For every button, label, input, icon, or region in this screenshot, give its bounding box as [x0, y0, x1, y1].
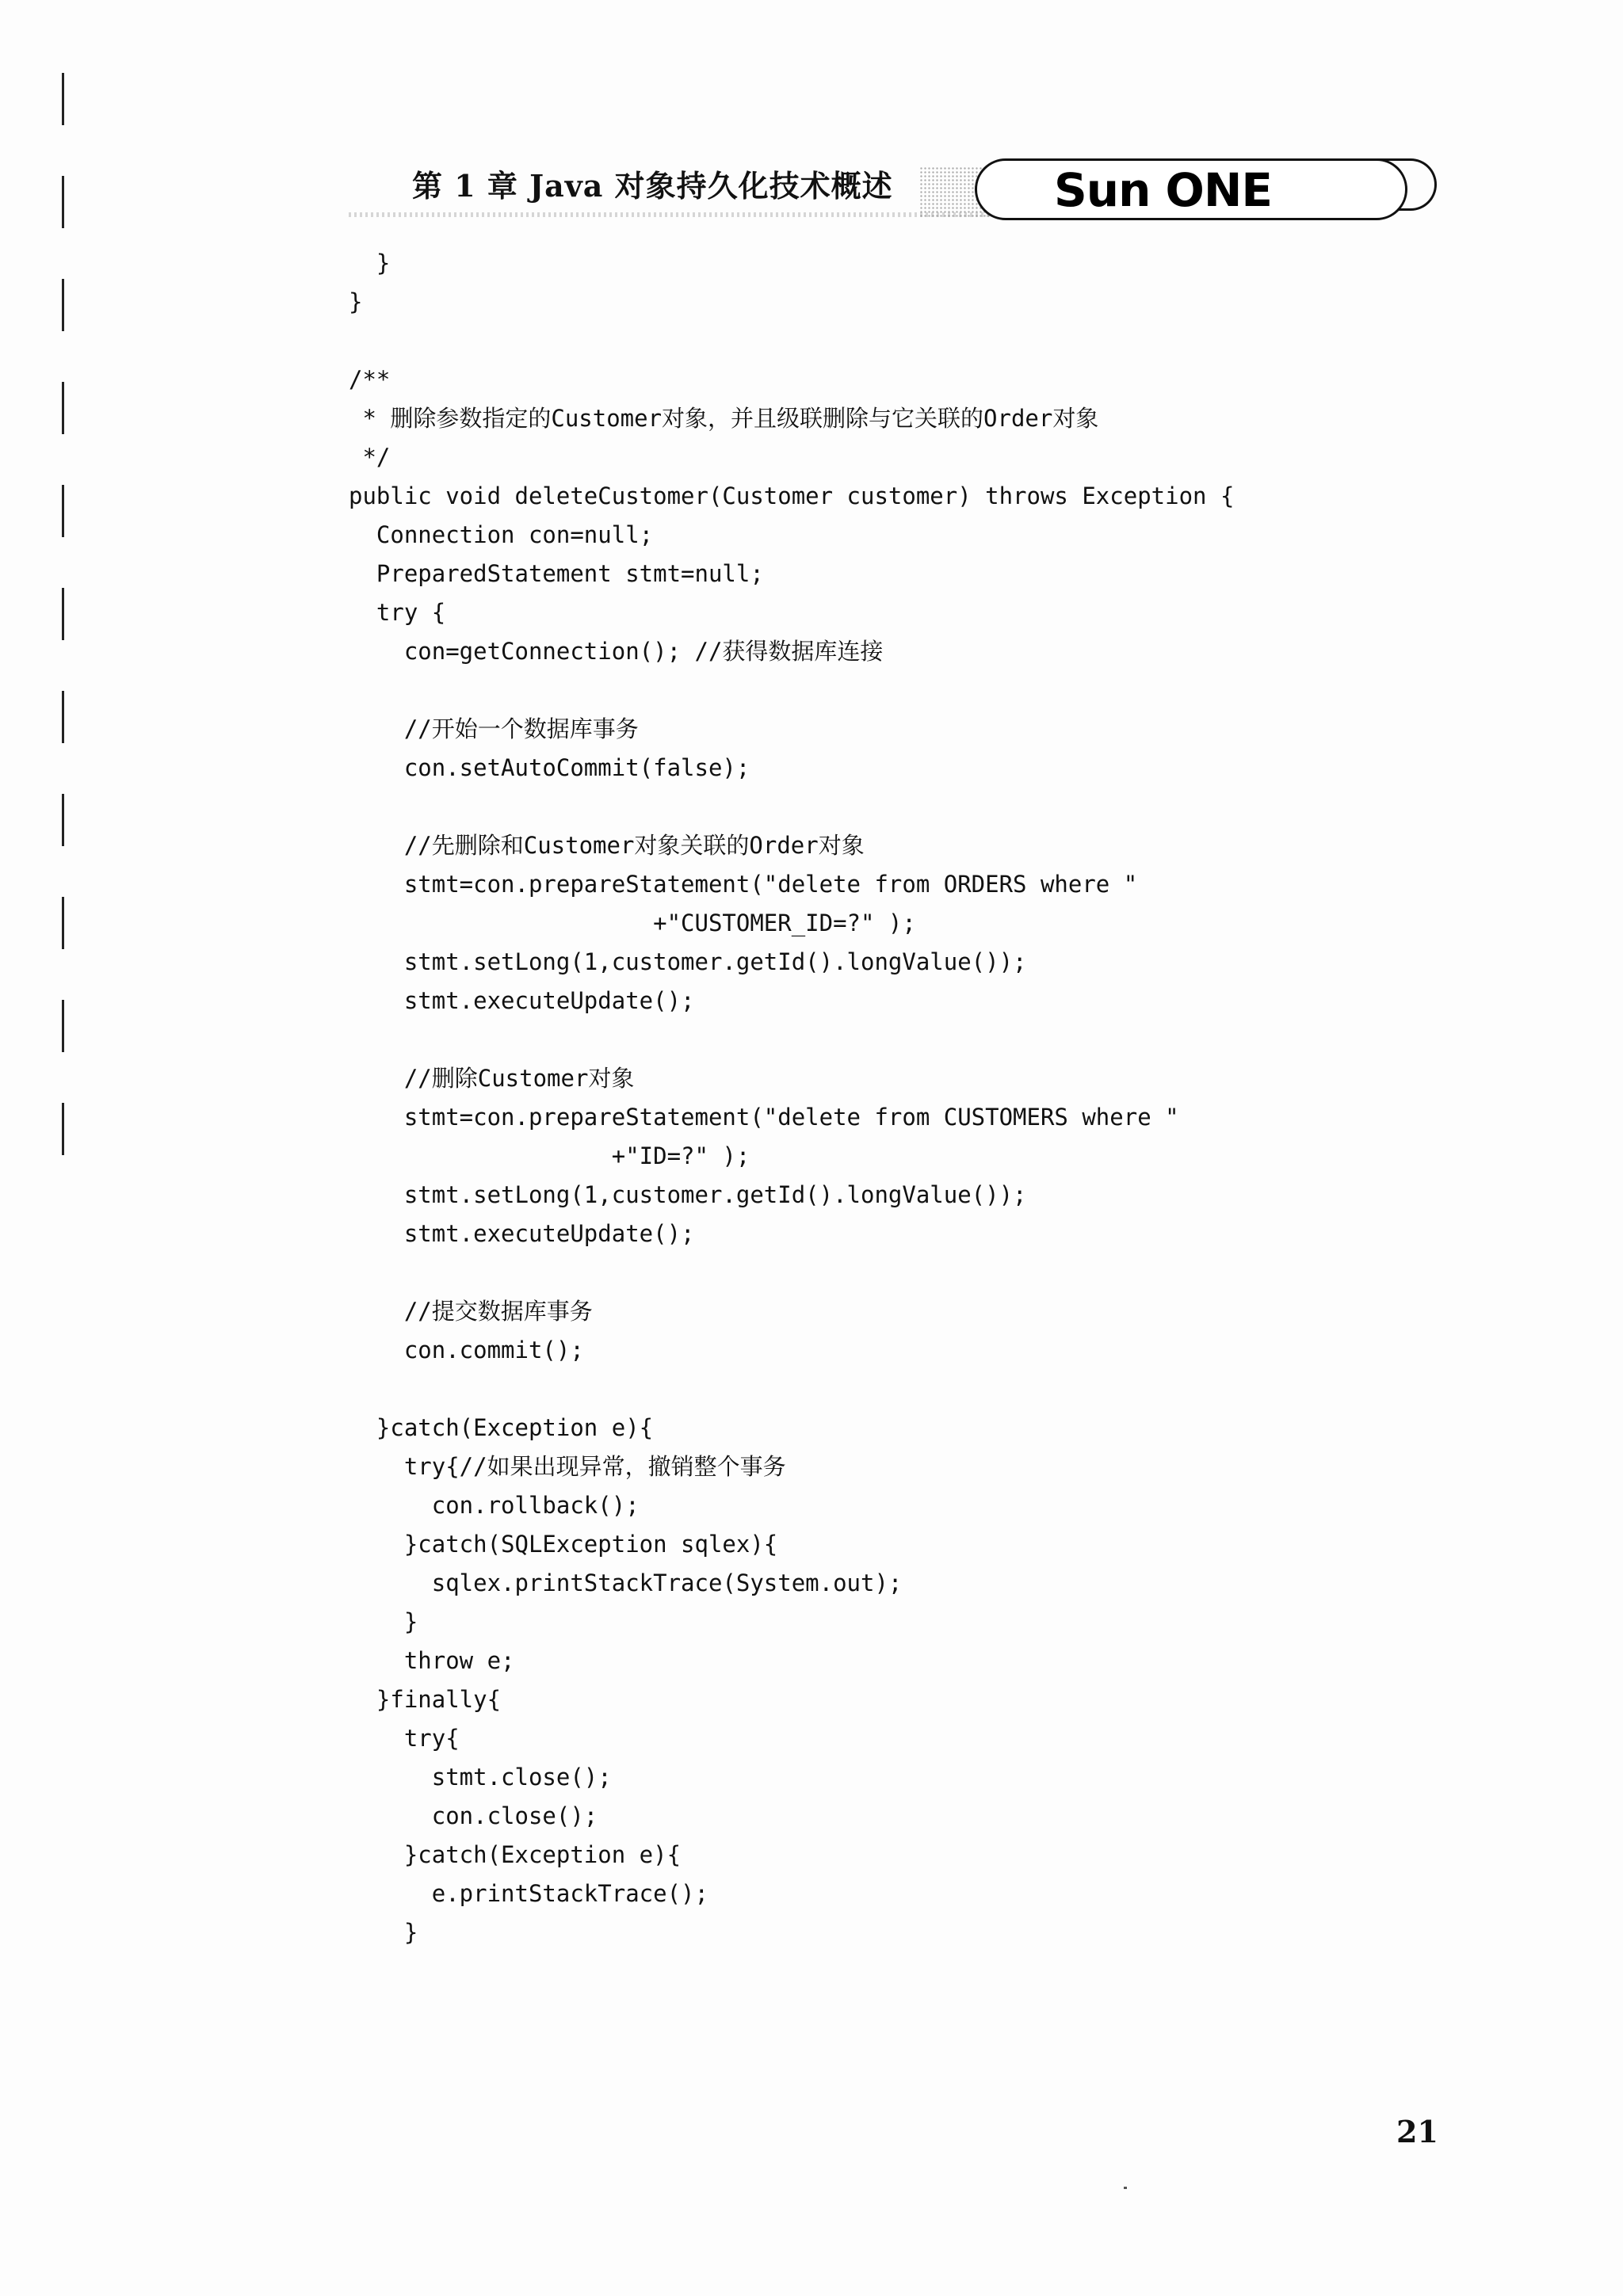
code-line: stmt.close(); [349, 1764, 612, 1791]
code-line: } [349, 288, 363, 315]
code-line: stmt=con.prepareStatement("delete from CUSTOMERS where " [349, 1104, 1179, 1131]
code-line: +"ID=?" ); [349, 1142, 750, 1169]
code-line: e.printStackTrace(); [349, 1880, 708, 1907]
code-line: //开始一个数据库事务 [349, 715, 639, 742]
code-line: stmt.setLong(1,customer.getId().longValue()); [349, 948, 1027, 975]
code-line: //提交数据库事务 [349, 1298, 593, 1325]
code-line: try{//如果出现异常，撤销整个事务 [349, 1453, 786, 1480]
code-line: } [349, 1919, 418, 1946]
code-line: stmt.executeUpdate(); [349, 987, 695, 1014]
code-line: } [349, 250, 391, 277]
code-line: stmt.executeUpdate(); [349, 1220, 695, 1247]
code-line: /** [349, 366, 391, 393]
code-line: stmt=con.prepareStatement("delete from ORDERS where " [349, 871, 1138, 898]
code-line: con.close(); [349, 1802, 598, 1829]
code-line: }catch(Exception e){ [349, 1414, 654, 1441]
code-line: con.commit(); [349, 1337, 584, 1363]
chapter-title: 第 1 章 Java 对象持久化技术概述 [412, 168, 893, 204]
code-line: con.setAutoCommit(false); [349, 754, 750, 781]
page-number: 21 [1396, 2114, 1438, 2149]
code-line: con=getConnection(); //获得数据库连接 [349, 638, 884, 665]
code-line: sqlex.printStackTrace(System.out); [349, 1569, 903, 1596]
code-line: stmt.setLong(1,customer.getId().longValue()); [349, 1181, 1027, 1208]
sun-one-logo: Sun ONE [1054, 163, 1273, 217]
code-line: throw e; [349, 1647, 515, 1674]
code-line: +"CUSTOMER_ID=?" ); [349, 910, 916, 936]
code-line: } [349, 1608, 418, 1635]
code-line: try { [349, 599, 446, 626]
code-line: * 删除参数指定的Customer对象，并且级联删除与它关联的Order对象 [349, 405, 1099, 432]
code-line: con.rollback(); [349, 1492, 640, 1519]
code-line: }catch(Exception e){ [349, 1841, 682, 1868]
code-line: try{ [349, 1725, 460, 1752]
scan-speck [1124, 2187, 1127, 2189]
code-line: Connection con=null; [349, 521, 654, 548]
code-line: */ [349, 444, 391, 471]
code-line: public void deleteCustomer(Customer customer) throws Exception { [349, 482, 1235, 509]
code-line: //先删除和Customer对象关联的Order对象 [349, 832, 865, 859]
code-line: //删除Customer对象 [349, 1065, 635, 1092]
code-line: }finally{ [349, 1686, 502, 1713]
code-line: PreparedStatement stmt=null; [349, 560, 764, 587]
code-line: }catch(SQLException sqlex){ [349, 1531, 778, 1558]
